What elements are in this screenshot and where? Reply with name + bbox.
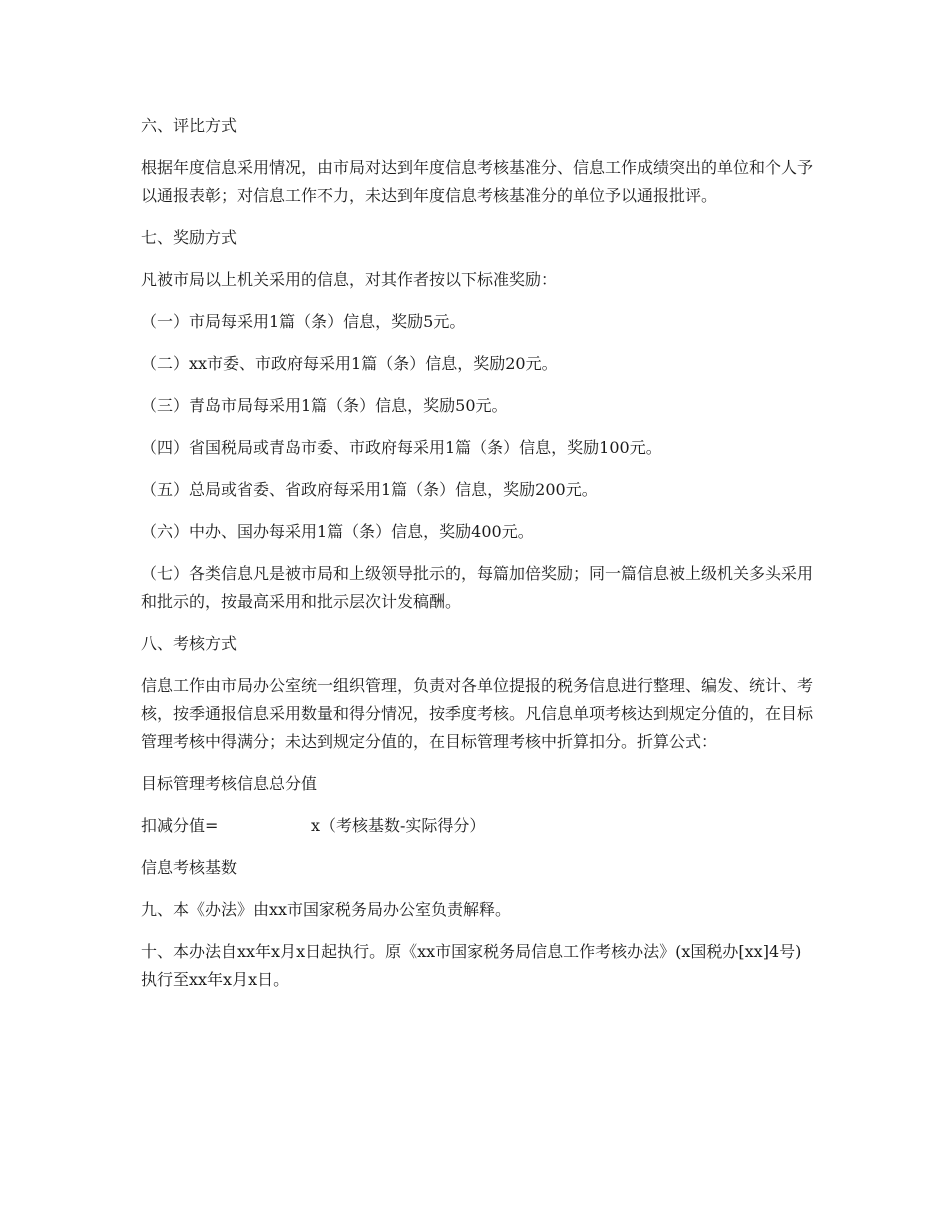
document-body <box>141 112 813 1008</box>
formula-line <box>141 812 813 840</box>
section-10: 十、本办法自xx年x月x日起执行。原《xx市国家税务局信息工作考核办法》(x国税办[xx]4号)执行至xx年x月x日。 <box>141 942 802 989</box>
formula-numerator: 目标管理考核信息总分值 <box>141 774 318 793</box>
section-8-body: 信息工作由市局办公室统一组织管理，负责对各单位提报的税务信息进行整理、编发、统计、考核，按季通报信息采用数量和得分情况，按季度考核。凡信息单项考核达到规定分值的，在目标管理考核中得满分；未达到规定分值的，在目标管理考核中折算扣分。折算公式： <box>141 676 814 751</box>
section-7-intro: 凡被市局以上机关采用的信息，对其作者按以下标准奖励： <box>141 270 558 289</box>
formula-lhs: 扣减分值= <box>141 816 219 835</box>
reward-item-1: （一）市局每采用1篇（条）信息，奖励5元。 <box>141 312 466 331</box>
reward-item-2: （二）xx市委、市政府每采用1篇（条）信息，奖励20元。 <box>141 354 558 373</box>
section-6-heading: 六、评比方式 <box>141 116 238 135</box>
reward-item-4: （四）省国税局或青岛市委、市政府每采用1篇（条）信息，奖励100元。 <box>141 438 662 457</box>
formula-denominator: 信息考核基数 <box>141 858 238 877</box>
section-6-body: 根据年度信息采用情况，由市局对达到年度信息考核基准分、信息工作成绩突出的单位和个人予以通报表彰；对信息工作不力，未达到年度信息考核基准分的单位予以通报批评。 <box>141 158 814 205</box>
reward-item-6: （六）中办、国办每采用1篇（条）信息，奖励400元。 <box>141 522 534 541</box>
formula-rhs: x（考核基数-实际得分） <box>311 816 486 835</box>
section-9: 九、本《办法》由xx市国家税务局办公室负责解释。 <box>141 900 512 919</box>
reward-item-3: （三）青岛市局每采用1篇（条）信息，奖励50元。 <box>141 396 508 415</box>
reward-item-7: （七）各类信息凡是被市局和上级领导批示的，每篇加倍奖励；同一篇信息被上级机关多头采用和批示的，按最高采用和批示层次计发稿酬。 <box>141 564 814 611</box>
section-7-heading: 七、奖励方式 <box>141 228 238 247</box>
section-8-heading: 八、考核方式 <box>141 634 238 653</box>
reward-item-5: （五）总局或省委、省政府每采用1篇（条）信息，奖励200元。 <box>141 480 598 499</box>
